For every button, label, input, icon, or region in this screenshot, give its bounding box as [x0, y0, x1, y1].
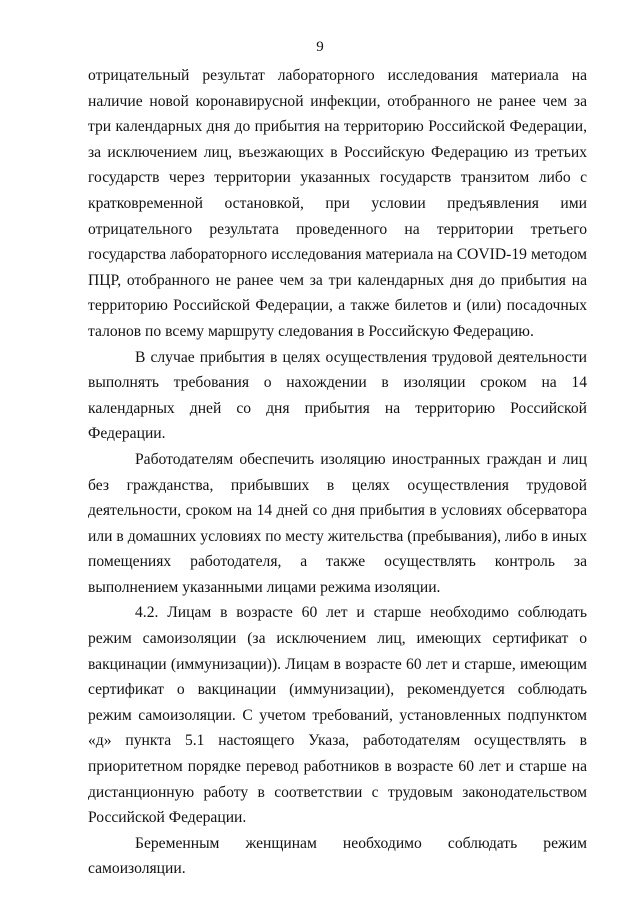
- paragraph-employer-isolation-duty: Работодателям обеспечить изоляцию иностранных граждан и лиц без гражданства, прибывших в целях осуществления трудовой деятельности, сроком на 14 дней со дня прибытия в условиях обсерватора или в домашних условиях по месту жительства (пребывания), либо в иных помещениях работодателя, а также осуществлять контроль за выполнением указанными лицами режима изоляции.: [88, 450, 587, 596]
- paragraph-section-4-2-seniors: 4.2. Лицам в возрасте 60 лет и старше необходимо соблюдать режим самоизоляции (за исключением лиц, имеющих сертификат о вакцинации (иммунизации)). Лицам в возрасте 60 лет и старше, имеющим сертификат о вакцинации (иммунизации), рекомендуется соблюдать режим самоизоляции. С учетом требований, установленных подпунктом «д» пункта 5.1 настоящего Указа, работодателям осуществлять в приоритетном порядке перевод работников в возрасте 60 лет и старше на дистанционную работу в соответствии с трудовым законодательством Российской Федерации.: [88, 604, 587, 827]
- document-body: [88, 63, 587, 882]
- paragraph-transit-test-requirement: отрицательный результат лабораторного исследования материала на наличие новой коронавирусной инфекции, отобранного не ранее чем за три календарных дня до прибытия на территорию Российской Федерации, за исключением лиц, въезжающих в Российскую Федерацию из третьих государств через территории указанных государств транзитом либо с кратковременной остановкой, при условии предъявления ими отрицательного результата проведенного на территории третьего государства лабораторного исследования материала на COVID-19 методом ПЦР, отобранного не ранее чем за три календарных дня до прибытия на территорию Российской Федерации, а также билетов и (или) посадочных талонов по всему маршруту следования в Российскую Федерацию.: [88, 67, 587, 340]
- page-number: 9: [316, 39, 324, 55]
- paragraph-labor-arrival-isolation: В случае прибытия в целях осуществления трудовой деятельности выполнять требования о нахождении в изоляции сроком на 14 календарных дней со дня прибытия на территорию Российской Федерации.: [88, 348, 587, 443]
- paragraph-pregnant-women: Беременным женщинам необходимо соблюдать режим самоизоляции.: [88, 834, 587, 878]
